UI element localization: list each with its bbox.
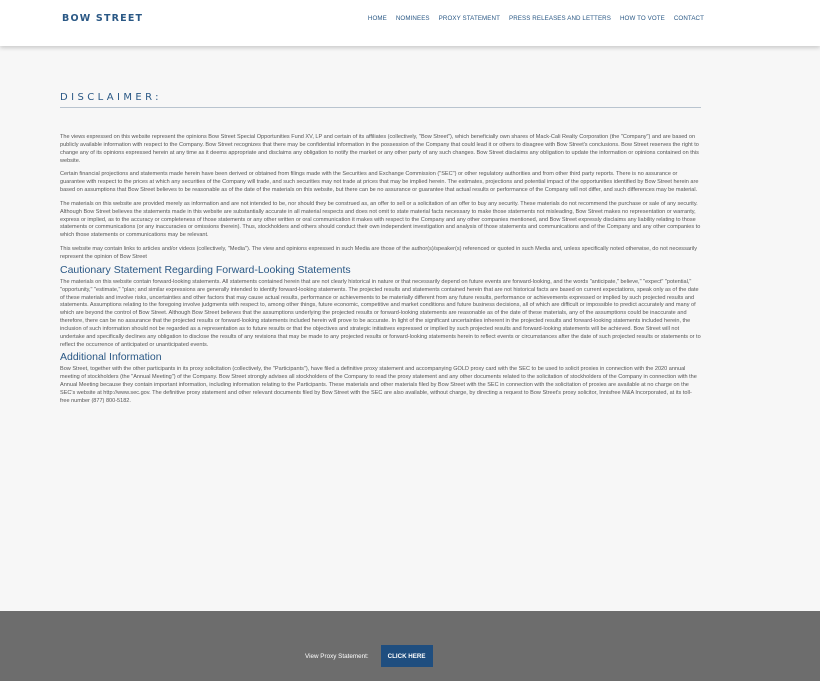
- nav-proxy-statement[interactable]: PROXY STATEMENT: [438, 15, 500, 22]
- nav-press-releases[interactable]: PRESS RELEASES AND LETTERS: [508, 15, 611, 22]
- page-title: DISCLAIMER:: [60, 92, 701, 108]
- top-navigation-bar: [0, 0, 820, 46]
- footer-cta: [305, 645, 433, 667]
- additional-info-heading: Additional Information: [60, 351, 162, 364]
- disclaimer-section: [60, 92, 701, 412]
- disclaimer-paragraph: The views expressed on this website represent the opinions Bow Street Special Opportunities Fund XV, LP and certain of its affiliates (collectively, "Bow Street"), which beneficially own shares of Mack-Cali Realty Corporation (the "Company") and are based on publicly available information with respect to the Company. Bow Street recognizes that there may be confidential information in the possession of the Company that could lead it or others to disagree with Bow Street's conclusions. Bow Street reserves the right to change any of its opinions expressed herein at any time as it deems appropriate and disclaims any obligation to notify the market or any other party of any such changes. Bow Street disclaims any obligation to update the information or opinions contained on this website.: [60, 134, 699, 164]
- footer: [0, 611, 820, 681]
- site-logo[interactable]: BOW STREET: [62, 13, 144, 24]
- disclaimer-paragraph: Certain financial projections and statements made herein have been derived or obtained from filings made with the Securities and Exchange Commission ("SEC") or other regulatory authorities and from other third party reports. There is no assurance or guarantee with respect to the prices at which any securities of the Company will trade, and such securities may not trade at prices that may be implied herein. The estimates, projections and potential impact of the opportunities identified by Bow Street herein are based on assumptions that Bow Street believes to be reasonable as of the date of the materials on this website, but there can be no assurance or guarantee that actual results or performance of the Company will not differ, and such differences may be material.: [60, 171, 699, 194]
- nav-home[interactable]: HOME: [367, 15, 387, 22]
- nav-how-to-vote[interactable]: HOW TO VOTE: [619, 15, 665, 22]
- additional-info-paragraph: Bow Street, together with the other participants in its proxy solicitation (collectively, the "Participants"), have filed a definitive proxy statement and accompanying GOLD proxy card with the SEC to be used to solicit proxies in connection with the 2020 annual meeting of stockholders (the "Annual Meeting") of the Company. Bow Street strongly advises all stockholders of the Company to read the proxy statement and any other documents related to the solicitation of stockholders of the Company in connection with the Annual Meeting because they contain important information, including information relating to the Participants. These materials and other materials filed by Bow Street with the SEC in connection with the solicitation of proxies are available at no charge on the SEC's website at http://www.sec.gov. The definitive proxy statement and other relevant documents filed by Bow Street with the SEC are also available, without charge, by directing a request to Bow Street's proxy solicitor, Innisfree M&A Incorporated, at its toll-free number (877) 800-5182.: [60, 366, 697, 404]
- cautionary-paragraph: The materials on this website contain forward-looking statements. All statements contained herein that are not clearly historical in nature or that necessarily depend on future events are forward-looking, and the words "anticipate," believe," "expect" "potential," "opportunity," "estimate," "plan; and similar expressions are generally intended to identify forward-looking statements. The projected results and statements contained herein that are not historical facts are based on current expectations, speak only as of the date of these materials and involve risks, uncertainties and other factors that may cause actual results, performance or achievements to be materially different from any future results, performance or achievements expressed or implied by such projected results and statements. Assumptions relating to the foregoing involve judgments with respect to, among other things, future economic, competitive and market conditions and future business decisions, all of which are difficult or impossible to predict accurately and many of which are beyond the control of Bow Street. Although Bow Street believes that the assumptions underlying the projected results or forward-looking statements are reasonable as of the date of these materials, any of the assumptions could be inaccurate and therefore, there can be no assurance that the projected results or forward-looking statements included herein will prove to be accurate. In light of the significant uncertainties inherent in the projected results and forward-looking statements included herein, the inclusion of such information should not be regarded as a representation as to future results or that the objectives and strategic initiatives expressed or implied by such projected results and forward-looking statements will be achieved. Bow Street will not undertake and specifically declines any obligation to disclose the results of any revisions that may be made to any projected results or forward-looking statements herein to reflect events or circumstances after the date of such projected results or statements or to reflect the occurrence of anticipated or unanticipated events.: [60, 278, 701, 348]
- nav-contact[interactable]: CONTACT: [673, 15, 704, 22]
- disclaimer-paragraph: The materials on this website are provided merely as information and are not intended to be, nor should they be construed as, an offer to sell or a solicitation of an offer to buy any security. These materials do not recommend the purchase or sale of any security. Although Bow Street believes the statements made in this website are substantially accurate in all material respects and does not omit to state material facts necessary to make those statements not misleading, Bow Street makes no representation or warranty, express or implied, as to the accuracy or completeness of those statements or any other written or oral communication it makes with respect to the Company and any other companies mentioned, and Bow Street expressly disclaims any liability relating to those statements or communications (or any inaccuracies or omissions therein). Thus, stockholders and others should conduct their own independent investigation and analysis of those statements and communications and of the Company and any other companies to which those statements or communications may be relevant.: [60, 200, 701, 239]
- click-here-button[interactable]: CLICK HERE: [381, 645, 433, 667]
- nav-nominees[interactable]: NOMINEES: [395, 15, 430, 22]
- footer-label: View Proxy Statement:: [305, 652, 369, 660]
- main-nav: [368, 15, 704, 22]
- cautionary-heading: Cautionary Statement Regarding Forward-Looking Statements: [60, 263, 351, 276]
- disclaimer-paragraph: This website may contain links to articles and/or videos (collectively, "Media"). The view and opinions expressed in such Media are those of the author(s)/speaker(s) referenced or quoted in such Media and, unless specifically noted otherwise, do not necessarily represent the opinion of Bow Street: [60, 246, 698, 260]
